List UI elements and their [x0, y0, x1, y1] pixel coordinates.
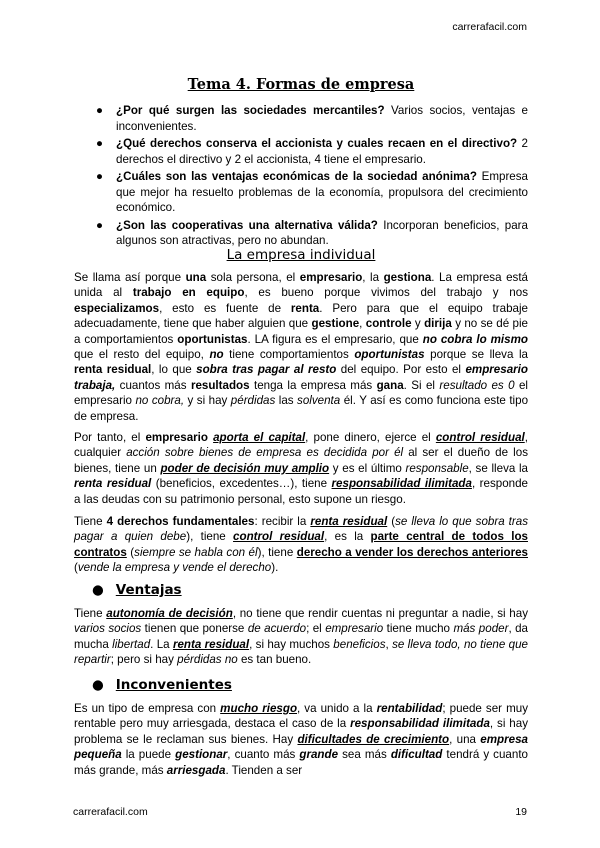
question-text: ¿Qué derechos conserva el accionista y cuales recaen en el directivo? [116, 137, 518, 150]
list-item [74, 136, 528, 167]
section-heading-individual: La empresa individual [226, 247, 376, 263]
section-heading-inconvenientes: ● Inconvenientes [92, 677, 232, 693]
bullet-icon: ● [92, 677, 104, 693]
paragraph-2: Por tanto, el empresario aporta el capital, pone dinero, ejerce el control residual, cualquier acción sobre bienes de empresa es decidida por él al ser el dueño de los bienes, tiene un poder de decisión muy amplio y es el último responsable, se lleva la renta residual (beneficios, excedentes…), tiene responsabilidad ilimitada, responde a las deudas con su patrimonio personal, esto supone un riesgo. [74, 431, 529, 506]
bullet-icon: ● [92, 582, 104, 598]
bullet-icon: ● [96, 137, 104, 150]
section-heading-ventajas: ● Ventajas [92, 582, 182, 598]
paragraph-1: Se llama así porque una sola persona, el empresario, la gestiona. La empresa está unida al trabajo en equipo, es bueno porque vivimos del trabajo y nos especializamos, esto es fuente de renta. Pero para que el equipo trabaje adecuadamente, tiene que haber alguien que gestione, controle y dirija y no se dé pie a comportamientos oportunistas. LA figura es el empresario, que no cobra lo mismo que el resto del equipo, no tiene comportamientos oportunistas porque se lleva la renta residual, lo que sobra tras pagar al resto del equipo. Por esto el empresario trabaja, cuantos más resultados tenga la empresa más gana. Si el resultado es 0 el empresario no cobra, y si hay pérdidas las solventa él. Y así es como funciona este tipo de empresa. [74, 271, 529, 423]
bullet-icon: ● [96, 218, 104, 232]
header-site: carrerafacil.com [452, 21, 527, 33]
question-text: ¿Son las cooperativas una alternativa válida? [116, 218, 378, 232]
question-text: ¿Cuáles son las ventajas económicas de la sociedad anónima? [116, 170, 477, 183]
answer-text: Incorporan beneficios, para algunos son atractivas, pero no abundan. [116, 218, 528, 247]
paragraph-4: Tiene autonomía de decisión, no tiene que rendir cuentas ni preguntar a nadie, si hay varios socios tienen que ponerse de acuerdo; el empresario tiene mucho más poder, da mucha libertad. La renta residual, si hay muchos beneficios, se lleva todo, no tiene que repartir; pero si hay pérdidas no es tan bueno. [74, 607, 529, 667]
bullet-icon: ● [96, 104, 104, 117]
answer-text: 2 derechos el directivo y 2 el accionista, 4 tiene el empresario. [116, 137, 529, 166]
question-text: ¿Por qué surgen las sociedades mercantiles? [116, 104, 385, 117]
page-number: 19 [515, 806, 527, 818]
paragraph-5: Es un tipo de empresa con mucho riesgo, va unido a la rentabilidad; puede ser muy rentable pero muy arriesgada, destaca el caso de la responsabilidad ilimitada, si hay problema se le reclaman sus bienes. Hay dificultades de crecimiento, una empresa pequeña la puede gestionar, cuanto más grande sea más dificultad tendrá y cuanto más grande, más arriesgada. Tienden a ser [74, 702, 528, 777]
list-item [74, 103, 528, 134]
answer-text: Empresa que mejor ha resuelto problemas de la economía, propulsora del crecimiento económico. [116, 170, 528, 214]
list-item [74, 218, 528, 249]
bullet-icon: ● [96, 170, 104, 183]
page-title: Tema 4. Formas de empresa [187, 76, 415, 93]
questions-list [74, 103, 528, 251]
list-item [74, 169, 528, 216]
paragraph-3: Tiene 4 derechos fundamentales: recibir la renta residual (se lleva lo que sobra tras pagar a quien debe), tiene control residual, es la parte central de todos los contratos (siempre se habla con él), tiene derecho a vender los derechos anteriores (vende la empresa y vende el derecho). [74, 515, 528, 575]
footer-site: carrerafacil.com [73, 806, 148, 818]
answer-text: Varios socios, ventajas e inconvenientes. [116, 104, 528, 133]
